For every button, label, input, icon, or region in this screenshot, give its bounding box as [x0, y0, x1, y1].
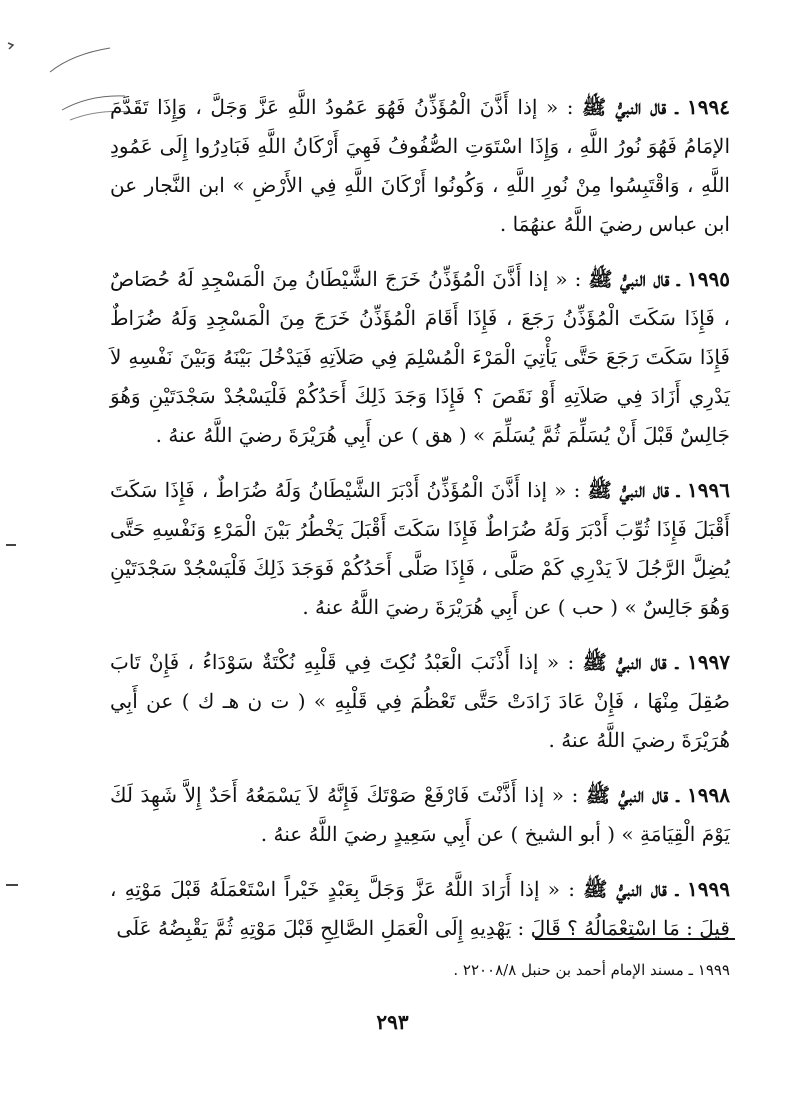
hadith-entry: ١٩٩٦ ـ قال النبيُّ ﷺ : « إذا أَذَّنَ الْمُؤَذِّنُ أَدْبَرَ الشَّيْطَانُ وَلَهُ ضُرَاطٌ ، فَإِذَا سَكَتَ أَقْبَلَ فَإِذَا ثُوِّبَ أَدْبَرَ وَلَهُ ضُرَاطٌ فَإِذَا سَكَتَ أَقْبَلَ يَخْطُرُ بَيْنَ الْمَرْءِ وَنَفْسِهِ حَتَّى يُضِلَّ الرَّجُلَ لاَ يَدْرِي كَمْ صَلَّى ، فَإِذَا صَلَّى أَحَدُكُمْ فَوَجَدَ ذَلِكَ فَلْيَسْجُدْ سَجْدَتَيْنِ وَهُوَ جَالِسٌ » ( حب ) عن أَبِي هُرَيْرَةَ رضيَ اللَّهُ عنهُ .: [110, 478, 730, 619]
footnote-divider: [535, 938, 735, 940]
hadith-list: [110, 88, 730, 964]
margin-tick-mark-icon: [5, 40, 17, 52]
hadith-text: : « إذا أَذَّنْتَ فَارْفَعْ صَوْتَكَ فَإِنَّهُ لاَ يَسْمَعُهُ أَحَدٌ إِلاَّ شَهِدَ لَكَ يَوْمَ الْقِيَامَةِ » ( أبو الشيخ ) عن أَبِي سَعِيدٍ رضيَ اللَّهُ عنهُ .: [110, 783, 730, 846]
hadith-label: قال النبيُّ ﷺ: [587, 478, 669, 502]
hadith-entry: ١٩٩٤ ـ قال النبيُّ ﷺ : « إذا أَذَّنَ الْمُؤَذِّنُ فَهُوَ عَمُودُ اللَّهِ عَزَّ وَجَلَّ ، وَإِذَا تَقَدَّمَ الإمَامُ فَهُوَ نُورُ اللَّهِ ، وَإِذَا اسْتَوَتِ الصُّفُوفُ فَهِيَ أَرْكَانُ اللَّهِ فَبَادِرُوا إِلَى عَمُودِ اللَّهِ ، وَاقْتَبِسُوا مِنْ نُورِ اللَّهِ ، وَكُونُوا أَرْكَانَ اللَّهِ فِي الأَرْضِ » ابن النَّجار عن ابن عباس رضيَ اللَّهُ عنهُمَا .: [110, 95, 730, 236]
margin-dash-mark-icon: [4, 540, 18, 550]
hadith-number: ١٩٩٧: [687, 650, 730, 674]
margin-dash-mark-icon: [4, 880, 20, 890]
hadith-number: ١٩٩٥: [687, 267, 731, 291]
hadith-text: : « إذا أَذَّنَ الْمُؤَذِّنُ خَرَجَ الشَّيْطَانُ مِنَ الْمَسْجِدِ لَهُ حُصَاصٌ ، فَإِذَا سَكَتَ الْمُؤَذِّنُ رَجَعَ ، فَإِذَا أَقَامَ الْمُؤَذِّنُ خَرَجَ مِنَ الْمَسْجِدِ وَلَهُ ضُرَاطٌ فَإِذَا سَكَتَ رَجَعَ حَتَّى يَأْتِيَ الْمَرْءَ الْمُسْلِمَ فِي صَلاَتِهِ فَيَدْخُلَ بَيْنَهُ وَبَيْنَ نَفْسِهِ لاَ يَدْرِي أَزَادَ فِي صَلاَتِهِ أَوْ نَقَصَ ؟ فَإِذَا وَجَدَ ذَلِكَ أَحَدُكُمْ فَلْيَسْجُدْ سَجْدَتَيْنِ وَهُوَ جَالِسٌ قَبْلَ أَنْ يُسَلِّمَ ثُمَّ يُسَلِّمَ » ( هق ) عن أَبِي هُرَيْرَةَ رضيَ اللَّهُ عنهُ .: [110, 267, 730, 447]
hadith-label: قال النبيُّ ﷺ: [582, 650, 667, 674]
hadith-text: : « إذا أَذَّنَ الْمُؤَذِّنُ فَهُوَ عَمُودُ اللَّهِ عَزَّ وَجَلَّ ، وَإِذَا تَقَدَّمَ الإمَامُ فَهُوَ نُورُ اللَّهِ ، وَإِذَا اسْتَوَتِ الصُّفُوفُ فَهِيَ أَرْكَانُ اللَّهِ فَبَادِرُوا إِلَى عَمُودِ اللَّهِ ، وَاقْتَبِسُوا مِنْ نُورِ اللَّهِ ، وَكُونُوا أَرْكَانَ اللَّهِ فِي الأَرْضِ » ابن النَّجار عن ابن عباس رضيَ اللَّهُ عنهُمَا .: [110, 95, 730, 236]
hadith-label: قال النبيُّ ﷺ: [582, 95, 667, 119]
hadith-text: : « إذا أَرَادَ اللَّهُ عَزَّ وَجَلَّ بِعَبْدٍ خَيْراً اسْتَعْمَلَهُ قَبْلَ مَوْتِهِ ، قِيلَ : مَا اسْتِعْمَالُهُ ؟ قَالَ : يَهْدِيهِ إِلَى الْعَمَلِ الصَّالِحِ قَبْلَ مَوْتِهِ ثُمَّ يَقْبِضُهُ عَلَى: [110, 877, 730, 940]
hadith-number: ١٩٩٨: [687, 783, 730, 807]
hadith-number: ١٩٩٦: [687, 478, 730, 502]
hadith-label: قال النبيُّ ﷺ: [583, 877, 667, 901]
hadith-entry: ١٩٩٩ ـ قال النبيُّ ﷺ : « إذا أَرَادَ اللَّهُ عَزَّ وَجَلَّ بِعَبْدٍ خَيْراً اسْتَعْمَلَهُ قَبْلَ مَوْتِهِ ، قِيلَ : مَا اسْتِعْمَالُهُ ؟ قَالَ : يَهْدِيهِ إِلَى الْعَمَلِ الصَّالِحِ قَبْلَ مَوْتِهِ ثُمَّ يَقْبِضُهُ عَلَى: [110, 877, 731, 940]
hadith-entry: ١٩٩٥ ـ قال النبيُّ ﷺ : « إذا أَذَّنَ الْمُؤَذِّنُ خَرَجَ الشَّيْطَانُ مِنَ الْمَسْجِدِ لَهُ حُصَاصٌ ، فَإِذَا سَكَتَ الْمُؤَذِّنُ رَجَعَ ، فَإِذَا أَقَامَ الْمُؤَذِّنُ خَرَجَ مِنَ الْمَسْجِدِ وَلَهُ ضُرَاطٌ فَإِذَا سَكَتَ رَجَعَ حَتَّى يَأْتِيَ الْمَرْءَ الْمُسْلِمَ فِي صَلاَتِهِ فَيَدْخُلَ بَيْنَهُ وَبَيْنَ نَفْسِهِ لاَ يَدْرِي أَزَادَ فِي صَلاَتِهِ أَوْ نَقَصَ ؟ فَإِذَا وَجَدَ ذَلِكَ أَحَدُكُمْ فَلْيَسْجُدْ سَجْدَتَيْنِ وَهُوَ جَالِسٌ قَبْلَ أَنْ يُسَلِّمَ ثُمَّ يُسَلِّمَ » ( هق ) عن أَبِي هُرَيْرَةَ رضيَ اللَّهُ عنهُ .: [110, 267, 731, 447]
hadith-text: : « إذا أَذْنَبَ الْعَبْدُ نُكِتَ فِي قَلْبِهِ نُكْتَةٌ سَوْدَاءُ ، فَإِنْ تَابَ صُقِلَ مِنْهَا ، فَإِنْ عَادَ زَادَتْ حَتَّى تَعْظُمَ فِي قَلْبِهِ » ( ت ن هـ ك ) عن أَبِي هُرَيْرَةَ رضيَ اللَّهُ عنهُ .: [110, 650, 730, 752]
hadith-number: ١٩٩٤: [687, 95, 730, 119]
hadith-number: ١٩٩٩: [687, 877, 731, 901]
hadith-entry: ١٩٩٧ ـ قال النبيُّ ﷺ : « إذا أَذْنَبَ الْعَبْدُ نُكِتَ فِي قَلْبِهِ نُكْتَةٌ سَوْدَاءُ ، فَإِنْ تَابَ صُقِلَ مِنْهَا ، فَإِنْ عَادَ زَادَتْ حَتَّى تَعْظُمَ فِي قَلْبِهِ » ( ت ن هـ ك ) عن أَبِي هُرَيْرَةَ رضيَ اللَّهُ عنهُ .: [110, 650, 730, 752]
footnote: ١٩٩٩ ـ مسند الإمام أحمد بن حنبل ٢٢٠٠٨/٨ .: [453, 961, 730, 979]
hadith-entry: ١٩٩٨ ـ قال النبيُّ ﷺ : « إذا أَذَّنْتَ فَارْفَعْ صَوْتَكَ فَإِنَّهُ لاَ يَسْمَعُهُ أَحَدٌ إِلاَّ شَهِدَ لَكَ يَوْمَ الْقِيَامَةِ » ( أبو الشيخ ) عن أَبِي سَعِيدٍ رضيَ اللَّهُ عنهُ .: [110, 783, 730, 846]
page-number: ٢٩٣: [376, 1010, 409, 1034]
hadith-label: قال النبيُّ ﷺ: [585, 783, 669, 807]
hadith-label: قال النبيُّ ﷺ: [588, 267, 670, 291]
hadith-text: : « إذا أَذَّنَ الْمُؤَذِّنُ أَدْبَرَ الشَّيْطَانُ وَلَهُ ضُرَاطٌ ، فَإِذَا سَكَتَ أَقْبَلَ فَإِذَا ثُوِّبَ أَدْبَرَ وَلَهُ ضُرَاطٌ فَإِذَا سَكَتَ أَقْبَلَ يَخْطُرُ بَيْنَ الْمَرْءِ وَنَفْسِهِ حَتَّى يُضِلَّ الرَّجُلَ لاَ يَدْرِي كَمْ صَلَّى ، فَإِذَا صَلَّى أَحَدُكُمْ فَوَجَدَ ذَلِكَ فَلْيَسْجُدْ سَجْدَتَيْنِ وَهُوَ جَالِسٌ » ( حب ) عن أَبِي هُرَيْرَةَ رضيَ اللَّهُ عنهُ .: [110, 478, 730, 619]
